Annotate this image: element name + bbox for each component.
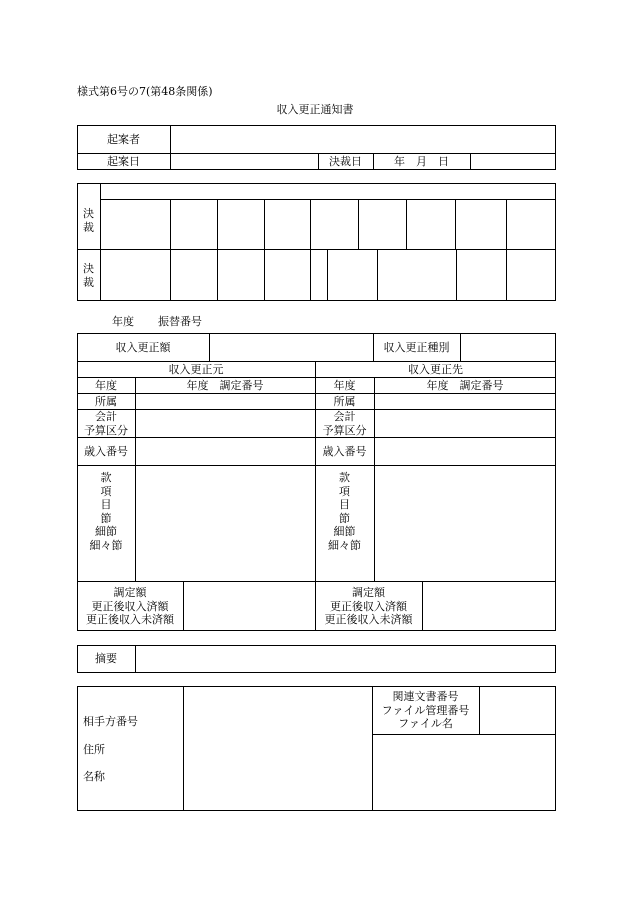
decision-row2-label: 決 裁 <box>83 262 94 289</box>
source-account-label: 会計 予算区分 <box>84 410 128 437</box>
dest-account-label: 会計 予算区分 <box>322 410 367 437</box>
summary-field[interactable] <box>136 646 555 672</box>
dest-adjust-amounts-label: 調定額 更正後収入済額 更正後収入未済額 <box>324 586 413 626</box>
source-budget-items-field[interactable] <box>136 466 314 580</box>
decision-stamp-row-2[interactable] <box>101 250 555 300</box>
source-year-adjust-label[interactable]: 年度 調定番号 <box>186 379 264 392</box>
party-info-field[interactable] <box>184 687 371 810</box>
dest-budget-items-label: 款 項 目 節 細節 細々節 <box>328 471 361 552</box>
related-docs-detail-field[interactable] <box>373 735 555 810</box>
party-name-label: 名称 <box>83 770 105 783</box>
related-docs-label: 関連文書番号 ファイル管理番号 ファイル名 <box>381 690 470 730</box>
source-adjust-amounts-label: 調定額 更正後収入済額 更正後収入未済額 <box>86 586 174 626</box>
decision-stamp-row-1[interactable] <box>101 200 555 248</box>
party-address-label: 住所 <box>83 743 105 756</box>
transfer-number-label: 振替番号 <box>158 315 202 328</box>
dest-dept-field[interactable] <box>375 394 555 408</box>
source-adjust-amounts-field[interactable] <box>184 582 314 630</box>
dest-revenue-number-field[interactable] <box>375 438 555 464</box>
source-account-field[interactable] <box>136 410 314 436</box>
party-number-label: 相手方番号 <box>83 715 138 728</box>
source-year-label: 年度 <box>95 379 117 392</box>
draft-date-field[interactable] <box>171 154 317 169</box>
drafter-field[interactable] <box>171 126 555 152</box>
form-number: 様式第6号の7(第48条関係) <box>77 85 213 98</box>
dest-adjust-amounts-field[interactable] <box>423 582 555 630</box>
source-revenue-number-label: 歳入番号 <box>84 445 128 458</box>
source-dept-field[interactable] <box>136 394 314 408</box>
dest-account-field[interactable] <box>375 410 555 436</box>
decision-row1-label: 決 裁 <box>83 207 94 234</box>
correction-type-field[interactable] <box>461 334 555 360</box>
source-header: 収入更正元 <box>168 363 224 376</box>
decision-date-field[interactable]: 年 月 日 <box>394 155 449 168</box>
dest-budget-items-field[interactable] <box>375 466 555 580</box>
summary-label: 摘要 <box>95 652 117 665</box>
dest-dept-label: 所属 <box>333 395 356 408</box>
source-dept-label: 所属 <box>95 395 117 408</box>
dest-year-label: 年度 <box>333 379 356 392</box>
source-budget-items-label: 款 項 目 節 細節 細々節 <box>89 471 123 552</box>
dest-revenue-number-label: 歳入番号 <box>322 445 367 458</box>
draft-date-label: 起案日 <box>107 155 140 168</box>
source-revenue-number-field[interactable] <box>136 438 314 464</box>
decision-date-label: 決裁日 <box>329 155 362 168</box>
related-docs-field[interactable] <box>480 687 555 733</box>
dest-year-adjust-label[interactable]: 年度 調定番号 <box>426 379 504 392</box>
document-title: 収入更正通知書 <box>276 103 354 116</box>
correction-type-label: 収入更正種別 <box>383 341 450 354</box>
correction-amount-label: 収入更正額 <box>115 341 171 354</box>
transfer-year-label: 年度 <box>112 315 134 328</box>
correction-amount-field[interactable] <box>210 334 372 360</box>
dest-header: 収入更正先 <box>408 363 463 376</box>
drafter-label: 起案者 <box>107 133 140 146</box>
